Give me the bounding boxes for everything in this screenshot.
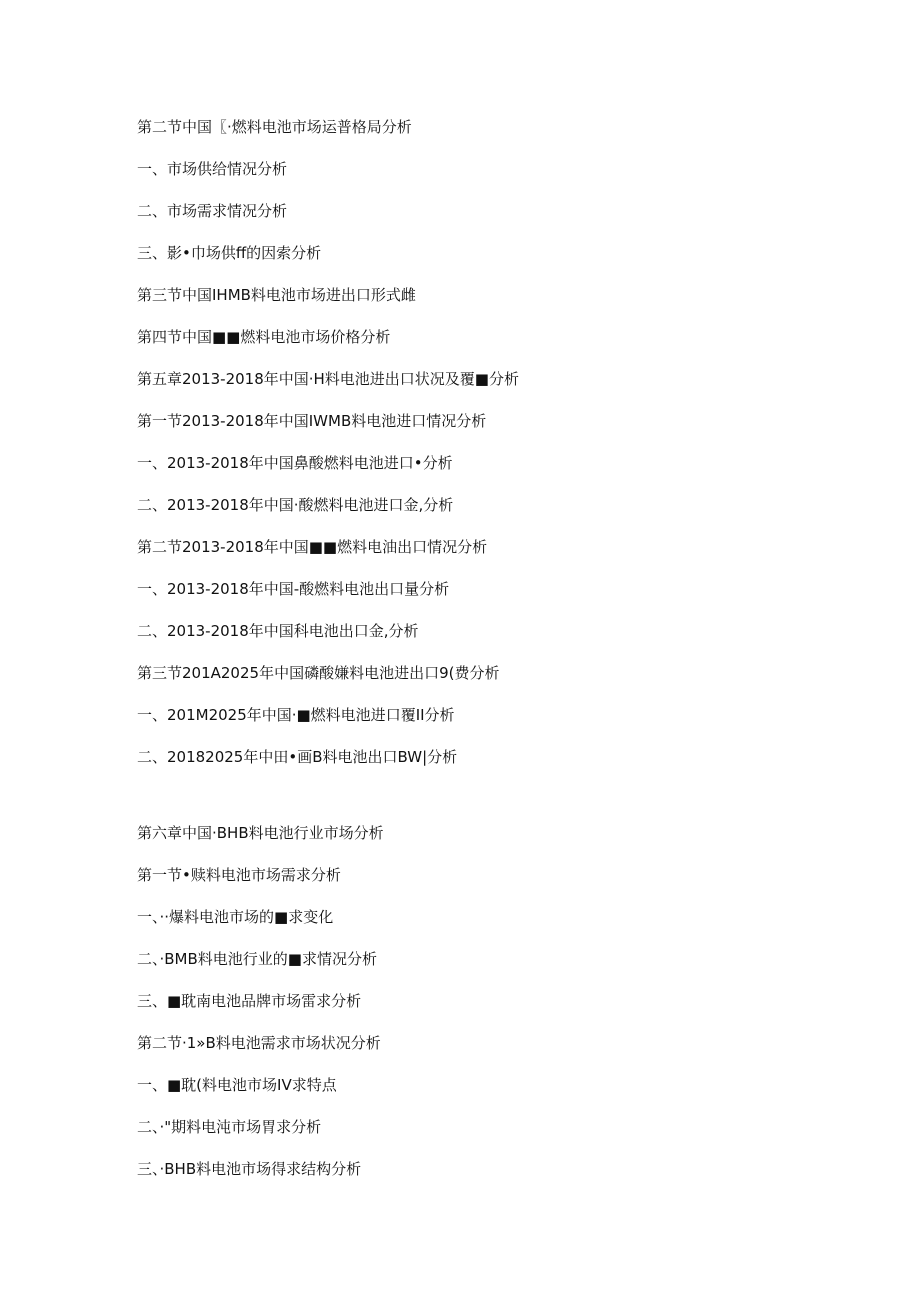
toc-line: 三、影•巾场供ff的因索分析 <box>137 244 322 262</box>
toc-line: 第二节中国〖·燃料电池市场运普格局分析 <box>137 118 412 136</box>
toc-line: 第三节中国IHMB料电池市场进出口形式雌 <box>137 286 416 304</box>
table-of-contents <box>137 114 837 1198</box>
toc-line: 一、市场供给情况分析 <box>137 160 288 178</box>
toc-line: 第四节中国■■燃料电池市场价格分析 <box>137 328 391 346</box>
toc-line: 第二节·1»B料电池需求市场状况分析 <box>137 1034 381 1052</box>
toc-line: 二、2013-2018年中国科电池出口金,分析 <box>137 622 419 640</box>
toc-line: 二、市场需求情况分析 <box>137 202 288 220</box>
toc-line: 第二节2013-2018年中国■■燃料电油出口情况分析 <box>137 538 488 556</box>
toc-line: 第一节2013-2018年中国IWMB料电池进口情况分析 <box>137 412 487 430</box>
toc-line: 二、·"期料电沌市场胃求分析 <box>137 1118 322 1136</box>
toc-line: 二、2013-2018年中国·酸燃料电池进口金,分析 <box>137 496 454 514</box>
toc-line: 第一节•赎料电池市场需求分析 <box>137 866 341 884</box>
toc-line: 一、2013-2018年中国-酸燃料电池出口量分析 <box>137 580 450 598</box>
toc-line: 一、··爆料电池市场的■求变化 <box>137 908 334 926</box>
toc-line: 一、201M2025年中国·■燃料电池进口覆II分析 <box>137 706 455 724</box>
toc-line: 一、■耽(料电池市场IV求特点 <box>137 1076 337 1094</box>
toc-line: 二、20182025年中田•画B料电池出口BW|分析 <box>137 748 458 766</box>
toc-line: 第三节201A2025年中国磷酸嫌料电池进出口9(费分析 <box>137 664 500 682</box>
toc-line: 第六章中国·BHB料电池行业市场分析 <box>137 824 384 842</box>
toc-line: 二、·BMB料电池行业的■求情况分析 <box>137 950 377 968</box>
toc-line: 三、■耽南电池品牌市场雷求分析 <box>137 992 362 1010</box>
toc-line: 第五章2013-2018年中国·H料电池进出口状况及覆■分析 <box>137 370 519 388</box>
toc-line: 一、2013-2018年中国鼻酸燃料电池进口•分析 <box>137 454 453 472</box>
toc-line: 三、·BHB料电池市场得求结构分析 <box>137 1160 362 1178</box>
